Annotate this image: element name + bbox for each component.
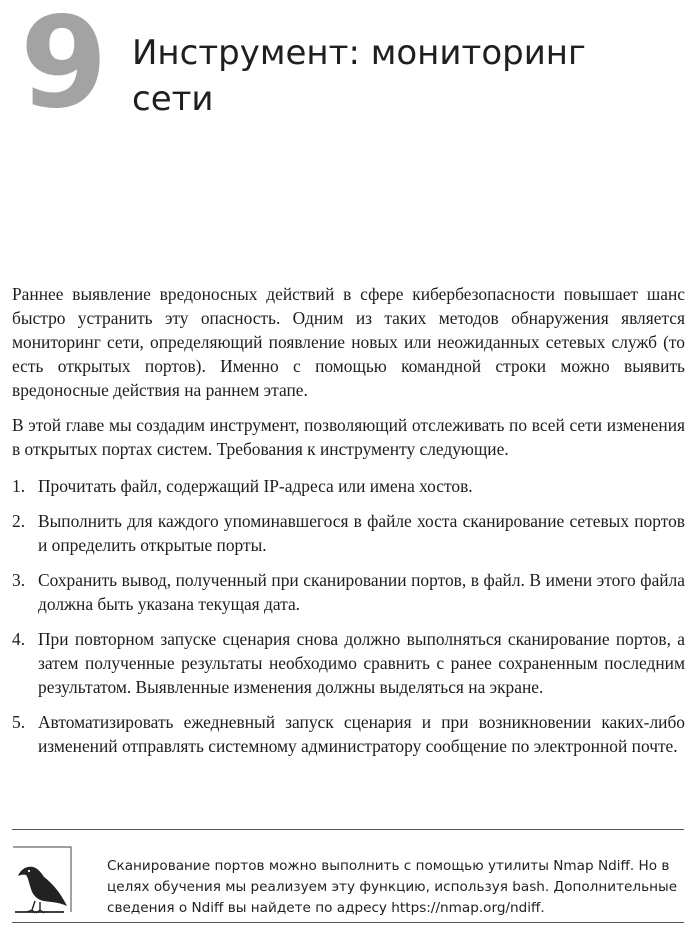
list-item-number: 2. [12,511,26,531]
list-item [12,474,685,498]
crow-icon [12,846,72,918]
note-box [12,829,684,923]
list-item [12,627,685,699]
chapter-title: Инструмент: мониторинг сети [132,33,586,119]
list-item-text: При повторном запуске сценария снова должно выполняться сканирование портов, а затем полученные результаты необходимо сравнить с ранее сохраненным последним результатом. Выявленные изменения должны выделяться на экране. [38,629,685,697]
list-item-number: 3. [12,570,26,590]
chapter-number: 9 [20,0,108,136]
list-item [12,710,685,758]
list-item [12,568,685,616]
list-item-text: Выполнить для каждого упоминавшегося в файле хоста сканирование сетевых портов и определить открытые порты. [38,511,685,555]
note-text: Сканирование портов можно выполнить с помощью утилиты Nmap Ndiff. Но в целях обучения мы реализуем эту функцию, используя bash. Дополнительные сведения о Ndiff вы найдете по адресу https://nmap.org/ndiff. [107,858,678,916]
list-item [12,509,685,557]
list-item-number: 1. [12,476,26,496]
list-item-number: 4. [12,629,26,649]
requirements-list [12,474,685,758]
list-item-text: Прочитать файл, содержащий IP-адреса или имена хостов. [38,476,473,496]
intro-paragraph-1: Раннее выявление вредоносных действий в сфере кибербезопасности повышает шанс быстро устранить эту опасность. Одним из таких методов обнаружения является мониторинг сети, определяющий появление новых или неожиданных сетевых служб (то есть открытых портов). Именно с помощью командной строки можно выявить вредоносные действия на раннем этапе. [12,284,685,400]
list-item-text: Автоматизировать ежедневный запуск сценария и при возникновении каких-либо изменений отправлять системному администратору сообщение по электронной почте. [38,712,685,756]
chapter-body [12,282,685,769]
list-item-text: Сохранить вывод, полученный при сканировании портов, в файл. В имени этого файла должна быть указана текущая дата. [38,570,685,614]
intro-paragraph-2: В этой главе мы создадим инструмент, позволяющий отслеживать по всей сети изменения в открытых портах систем. Требования к инструменту следующие. [12,415,685,459]
list-item-number: 5. [12,712,26,732]
